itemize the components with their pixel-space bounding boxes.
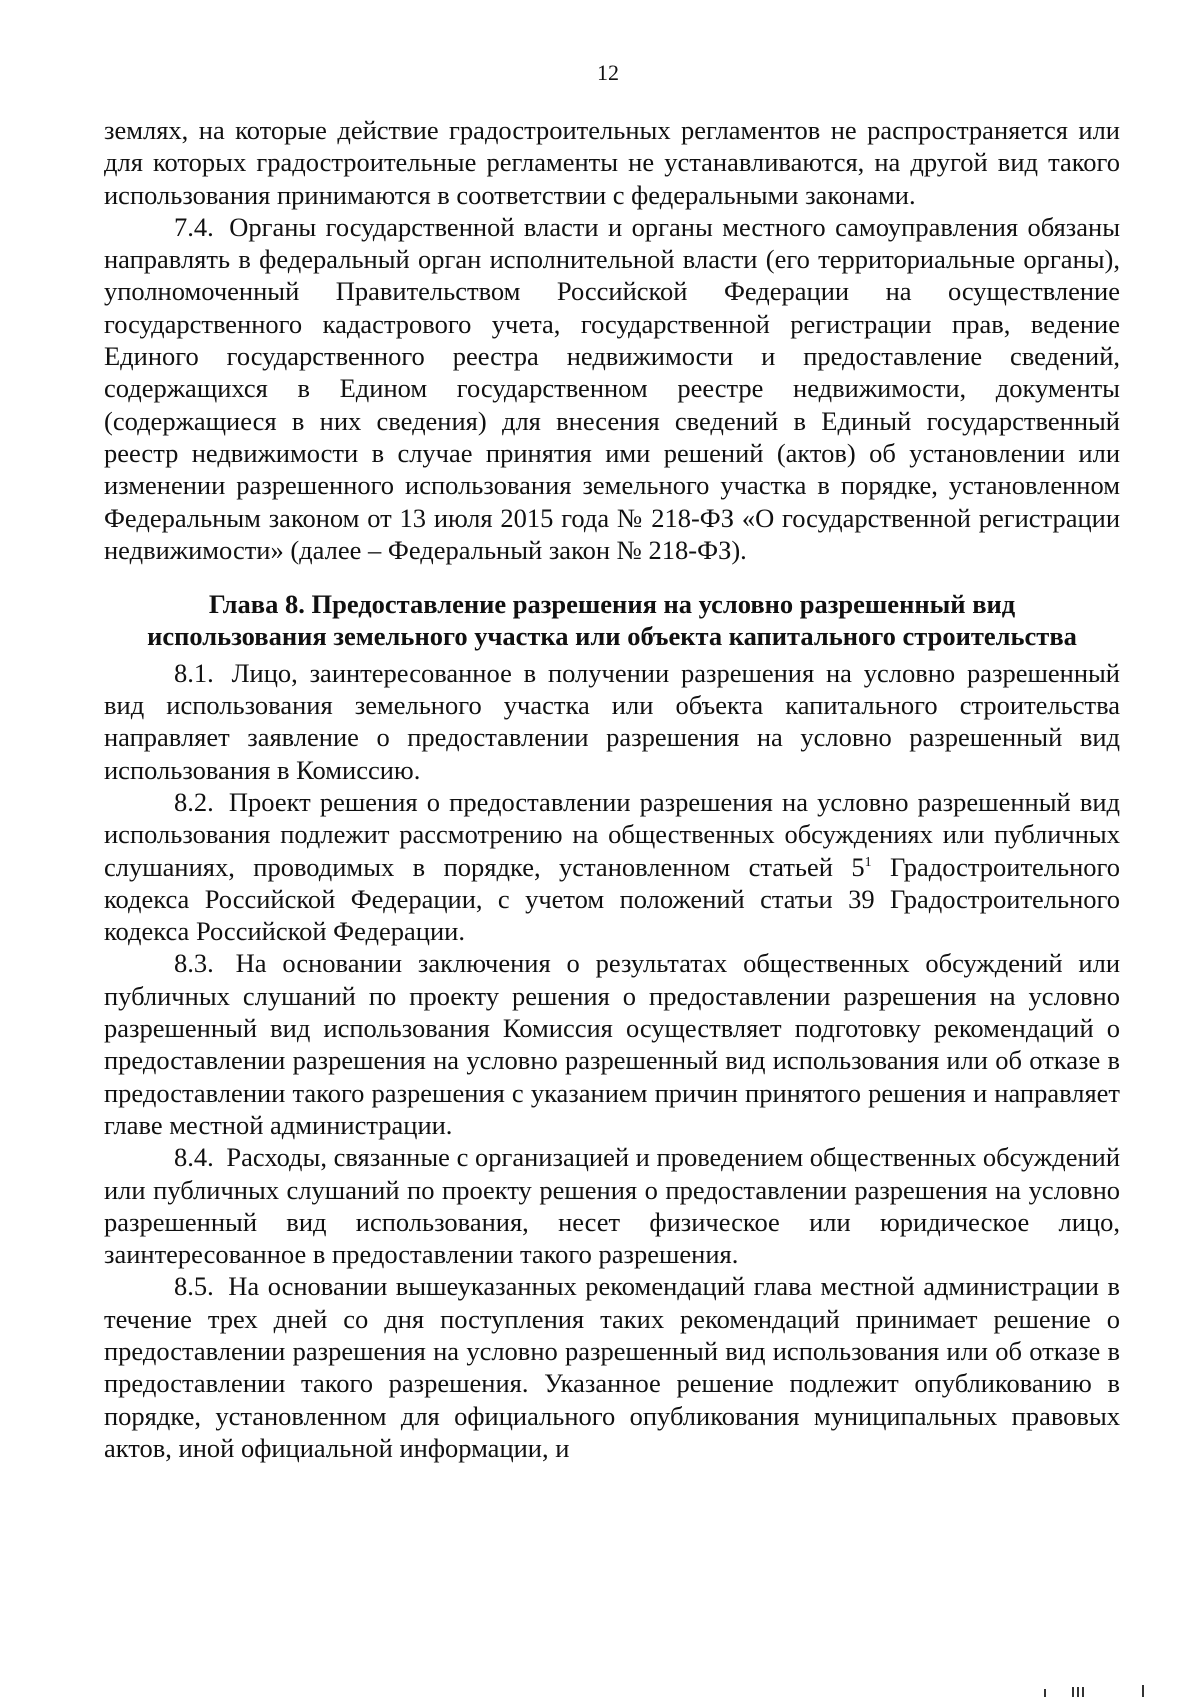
paragraph-text: Лицо, заинтересованное в получении разрешения на условно разрешенный вид использования земельного участка или объекта капитального строительства направляет заявление о предоставлении разрешения на условно разрешенный вид использования в Комиссию. xyxy=(104,657,1120,785)
paragraph-8-5 xyxy=(104,1270,1120,1464)
paragraph-text: Органы государственной власти и органы местного самоуправления обязаны направлять в федеральный орган исполнительной власти (его территориальные органы), уполномоченный Правительством Российской Федерации на осуществление государственного кадастрового учета, государственной регистрации прав, ведение Единого государственного реестра недвижимости и предоставление сведений, содержащихся в Едином государственном реестре недвижимости, документы (содержащиеся в них сведения) для внесения сведений в Единый государственный реестр недвижимости в случае принятия ими решений (актов) об установлении или изменении разрешенного использования земельного участка в порядке, установленном Федеральным законом от 13 июля 2015 года № 218-ФЗ «О государственной регистрации недвижимости» (далее – Федеральный закон № 218-ФЗ). xyxy=(104,211,1120,565)
paragraph-continuation: землях, на которые действие градостроительных регламентов не распространяется или для которых градостроительные регламенты не устанавливаются, на другой вид такого использования принимаются в соответствии с федеральными законами. xyxy=(104,115,1120,210)
paragraph-number: 8.4. xyxy=(174,1142,214,1173)
chapter-title-line-2: использования земельного участка или объекта капитального строительства xyxy=(147,621,1077,652)
chapter-title-line-1: Глава 8. Предоставление разрешения на условно разрешенный вид xyxy=(208,589,1016,620)
paragraph-number: 7.4. xyxy=(174,211,214,242)
document-body xyxy=(104,114,1120,1464)
paragraph-8-2 xyxy=(104,786,1120,947)
paragraph-text: Проект решения о предоставлении разрешения на условно разрешенный вид использования подлежит рассмотрению на общественных обсуждениях или публичных слушаниях, проводимых в порядке, установленном статьей 5 xyxy=(104,786,1121,882)
paragraph-8-3 xyxy=(104,947,1120,1141)
page-number: 12 xyxy=(597,60,619,85)
paragraph-text-continued: Градостроительного кодекса Российской Федерации, с учетом положений статьи 39 Градостроительного кодекса Российской Федерации. xyxy=(104,851,1121,947)
paragraph-number: 8.3. xyxy=(174,948,214,979)
paragraph-number: 8.1. xyxy=(174,657,214,688)
paragraph-number: 8.2. xyxy=(174,786,214,817)
paragraph-number: 8.5. xyxy=(174,1271,214,1302)
paragraph-7-4 xyxy=(104,211,1120,566)
paragraph-text: На основании вышеуказанных рекомендаций глава местной администрации в течение трех дней со дня поступления таких рекомендаций принимает решение о предоставлении разрешения на условно разрешенный вид использования или об отказе в предоставлении такого разрешения. Указанное решение подлежит опубликованию в порядке, установленном для официального опубликования муниципальных правовых актов, иной официальной информации, и xyxy=(104,1271,1121,1463)
paragraph-text: Расходы, связанные с организацией и проведением общественных обсуждений или публичных слушаний по проекту решения о предоставлении разрешения на условно разрешенный вид использования, несет физическое или юридическое лицо, заинтересованное в предоставлении такого разрешения. xyxy=(104,1142,1121,1270)
chapter-8-body xyxy=(104,657,1120,1464)
superscript: 1 xyxy=(864,854,872,870)
chapter-8-heading xyxy=(104,588,1120,653)
paragraph-8-4 xyxy=(104,1141,1120,1270)
paragraph-text: На основании заключения о результатах общественных обсуждений или публичных слушаний по проекту решения о предоставлении разрешения на условно разрешенный вид использования Комиссия осуществляет подготовку рекомендаций о предоставлении разрешения на условно разрешенный вид использования или об отказе в предоставлении такого разрешения с указанием причин принятого решения и направляет главе местной администрации. xyxy=(104,948,1121,1140)
scan-barcode-marks xyxy=(1044,1676,1164,1697)
paragraph-8-1 xyxy=(104,657,1120,786)
